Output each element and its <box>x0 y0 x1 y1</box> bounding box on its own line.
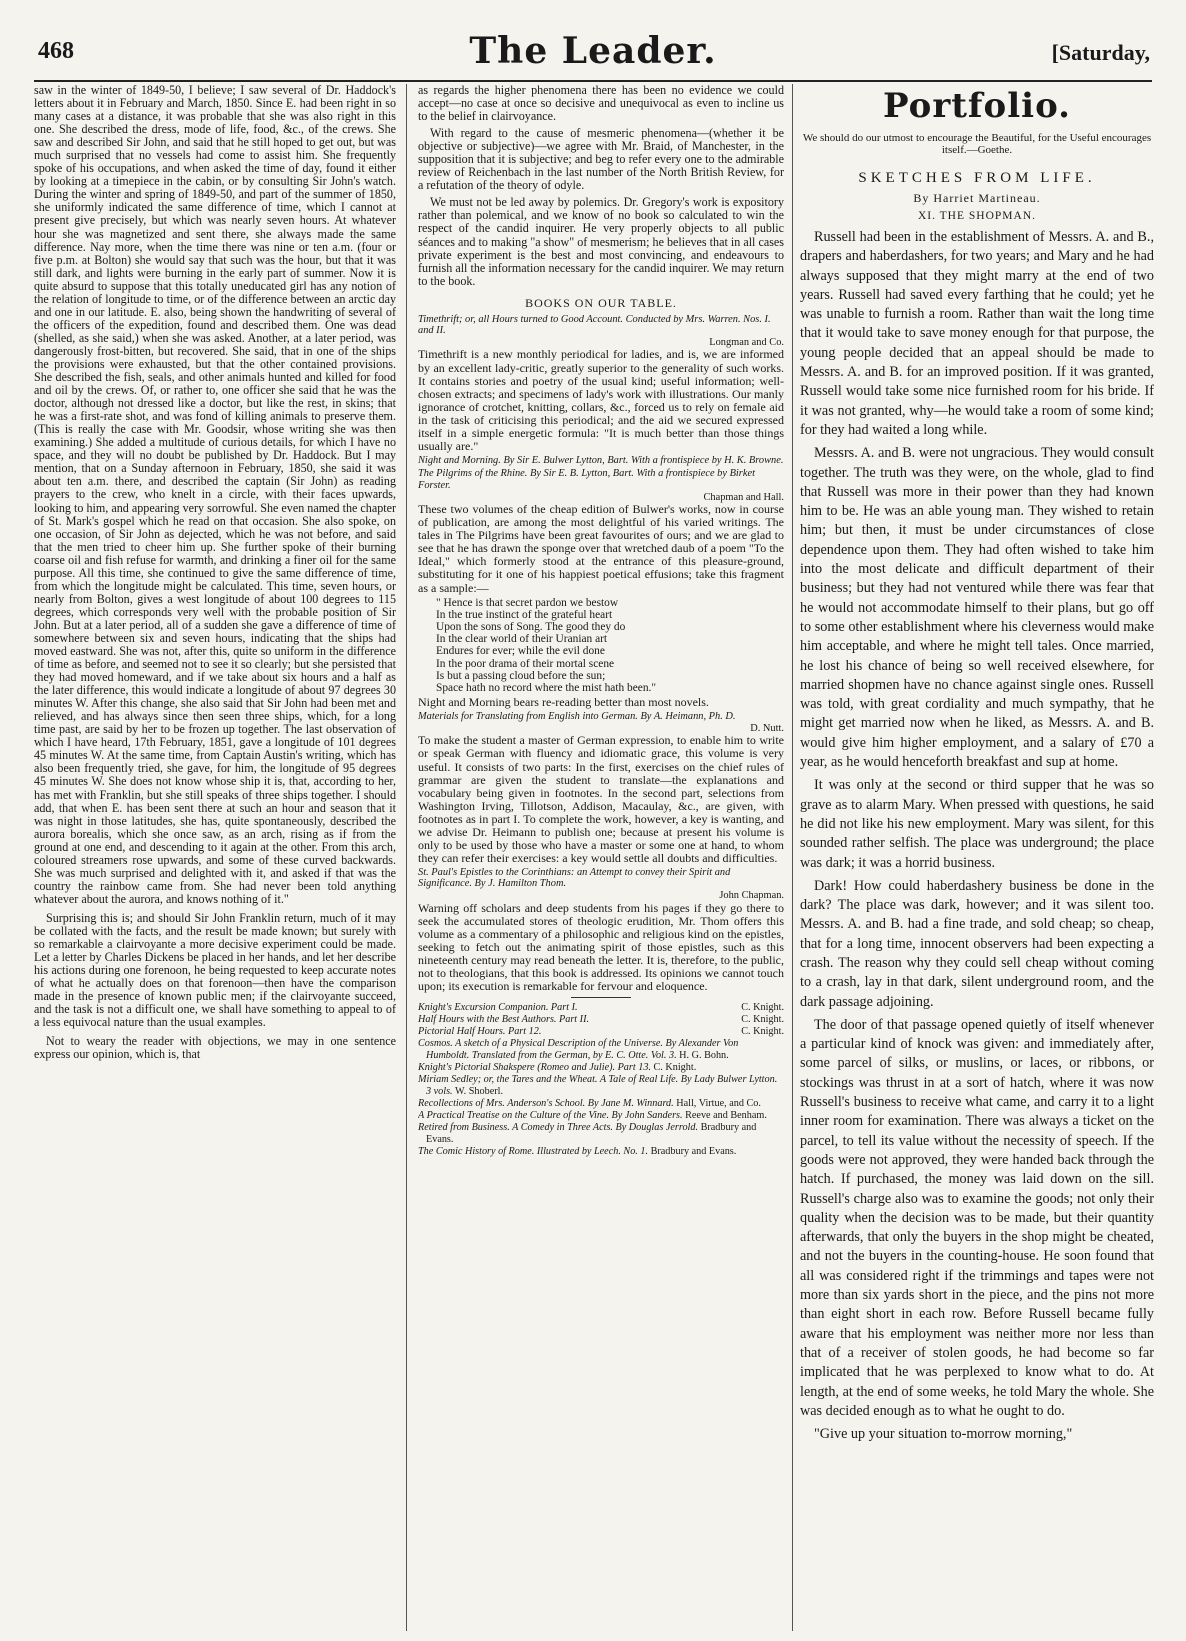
list-item: Knight's Excursion Companion. Part I. C. Knight. <box>418 1002 784 1013</box>
poem-line: Upon the sons of Song. The good they do <box>436 620 626 633</box>
poem-line: In the clear world of their Uranian art <box>436 633 608 646</box>
book-publisher: D. Nutt. <box>750 722 784 734</box>
poem-line: Endures for ever; while the evil done <box>436 645 605 658</box>
article-paragraph: saw in the winter of 1849-50, I believe; I saw several of Dr. Haddock's letters about it in February and March, 1850. Since E. had been right in so many cases at a distance, it was probable that she was also right in this one. She described the dress, mode of life, food, &c., of the crews. She saw and described Sir John, and said that he still hoped to get out, but was much surprised that no vessels had come to assist him. She frequently spoke of his occupations, and when asked the time of day, found it either by looking at a timepiece in the cabin, or by consulting Sir John's watch. During the winter and spring of 1849-50, and part of the summer of 1850, she uniformly indicated the same difference of time, which I cannot at present give precisely, but which was nearly seven hours. At whatever hour she was magnetized and sent there, she always made the same difference. Nay more, when the time there was nine or ten a.m. (four or five p.m. at Bolton) she would say that such was the hour, but that it was still dark, and lights were burning in the early part of summer. Now it is quite absurd to suppose that this totally uneducated girl has any notion of the relation of longitude to time, or of the difference between an arctic day and one in our latitude. E. also, being shown the handwriting of several of the officers of the expedition, found and described them. One was dead (shelled, as she said,) when she was asked. Another, at a later period, was dangerously frost-bitten, but recovered. She said, that in one of the ships the provisions were exhausted, but that the other contained provisions. She described the fish, seals, and other animals hunted and killed for food and oil by the crews. Of, or rather to, one officer she said that he was the doctor, although not dressed like a doctor, but like the rest, in skins; that he was a first-rate shot, and was fond of killing animals to preserve them. (This is really the case with Mr. Goodsir, whose writing she was then examining.) She added a multitude of curious details, for which I have no space, and they will no doubt be published by Dr. Haddock. But I may mention, that on a Sunday afternoon in February, 1850, she said it was about ten a.m. there, and described the captain (Sir John) as reading prayers to the crew, who knelt in a circle, with their faces upwards, looking to him, and appearing very sorrowful. She even named the chapter of St. Mark's gospel which he read on that occasion. She also spoke, on one occasion, of Sir John as dejected, which he was not before, and said that the men tried to cheer him up. She further spoke of their burning coarse oil and fish refuse for warmth, and drinking a finer oil for the same purpose. All this time, she continued to give the same difference of time, from which the longitude might be calculated. This time, seven hours, or nearly from Bolton, gives a west longitude of about 100 degrees to 115 degrees, which corresponds very well with the probable position of Sir John. But at a later period, all of a sudden she gave a difference of time of somewhere between six and seven hours, indicating that the ships had moved eastward. She was not, after this, quite so uniform in the difference of time as before, and seemed not to see it so clearly; but she persisted that they had moved homeward, and if we take about six hours and a half as the later difference, this would indicate a longitude of about 97 degrees 30 minutes W. After this change, she also said that Sir John had been met and relieved, and has always since then seen three ships, which, for a long time past, are said by her to be frozen up together. The last observation of which I have heard, 17th February, 1851, gave a longitude of 101 degrees 45 minutes W. At the same time, from Captain Austin's writing, which has also been frequently tried, she gave, for him, the longitude of 95 degrees 45 minutes W. She does not know whose ship it is, that, according to her, has met with Franklin, but she still speaks of three ships together. I should add, that when E. has been sent there at such an hour and season that it was night in those latitudes, she has, quite spontaneously, described the aurora borealis, which she once saw, as an arch, rising as if from the ground at one end, and descending to it again at the other. From this arch, coloured streamers rose upwards, and some of these curved backwards. She was much surprised and delighted with it, and asked if that was the country the rainbow came from. She had never been told anything whatever about the aurora, and knows nothing of it." <box>34 84 396 906</box>
story-paragraph: The door of that passage opened quietly of itself whenever a particular kind of knock was given: and immediately after, some parcel of silks, or muslins, or laces, or ribbons, or stockings was thrust in at a sort of hatch, where it was now Russell's business to receive what came, and carry it to a light inner room for examination. There was always a ticket on the parcel, to tell its value without the necessity of speech. If the goods were not approved, they were handed back through the hatch. If purchased, the money was laid down on the sill. Russell's charge also was to examine the goods; not only their quality when the decision was to be made, but their quantity afterwards, that only the buyers in the shop might be cheated, and not the buyers in the counting-house. He soon found that all was considered right if the trimmings and tapes were not more than six yards short in the piece, and the pins not more than eight short in each row. Before Russell became fully aware that his employment was neither more nor less than that of a receiver of stolen goods, he had become so far implicated that he was perplexed to know what to do. At length, at the end of some weeks, he told Mary the whole. She was decided enough as to what he ought to do. <box>800 1016 1154 1419</box>
column-divider <box>792 84 793 1631</box>
book-entry <box>418 455 784 503</box>
book-publisher: Longman and Co. <box>709 336 784 348</box>
poem-line: Is but a passing cloud before the sun; <box>436 669 606 682</box>
story-paragraph: It was only at the second or third supper that he was so grave as to alarm Mary. When pressed with questions, he said he did not like his new employment. Mary was silent, for this sounded rather selfish. The place was underground; the place was dark; it was a horrid business. <box>800 777 1154 871</box>
article-paragraph: Not to weary the reader with objections, we may in one sentence express our opinion, which is, that <box>34 1034 396 1062</box>
book-title: St. Paul's Epistles to the Corinthians: an Attempt to convey their Spirit and Significance. By J. Hamilton Thom. <box>418 866 731 890</box>
story-paragraph: Messrs. A. and B. were not ungracious. They would consult together. The truth was they were, on the whole, glad to find that Russell was more in their power than they had known him to be. He was an able young man. They wished to retain him; but then, it must be under circumstances of close dependence upon them. They had often wished to take him into the most delicate and difficult department of their business; but they had not ventured while there was fear that he would not accommodate himself to their plans, but go off to some other establishment where his cleverness would make him acceptable, and where he might tell tales. Once married, he lost his chance of being so well received elsewhere, for married shopmen have no chance against single ones. Russell was told, with great cordiality and much sympathy, that he might get married now when he liked, as Messrs. A. and B. would give him higher employment, and a salary of £70 a year, as he would henceforth breakfast and sup at home. <box>800 445 1154 771</box>
review-text: Night and Morning bears re-reading better than most novels. <box>418 695 709 710</box>
book-review <box>418 902 784 993</box>
story-body <box>800 228 1154 1444</box>
separator-rule <box>571 997 631 998</box>
section-motto: We should do our utmost to encourage the Beautiful, for the Useful encourages itself.—Goethe. <box>802 132 1152 156</box>
section-title: Portfolio. <box>882 86 1071 126</box>
column-3 <box>800 84 1154 1633</box>
page-number: 468 <box>38 38 74 64</box>
column-1 <box>34 84 396 1633</box>
poem-line: In the true instinct of the grateful heart <box>436 608 613 621</box>
book-review <box>418 503 784 709</box>
books-heading: BOOKS ON OUR TABLE. <box>525 295 677 310</box>
story-paragraph: Dark! How could haberdashery business be done in the dark? The place was dark, however; and it was silent too. Messrs. A. and B. had a fine trade, and sold cheap; so cheap, that for a long time, innocent observers had been expecting a crash. The reason why they could sell cheap without coming to a crash, lay in that dark, silent underground room, and the dark passage adjoining. <box>800 877 1154 1010</box>
poem-line: In the poor drama of their mortal scene <box>436 657 615 670</box>
review-text: Timethrift is a new monthly periodical for ladies, and is, we are informed by an excellent lady-critic, greatly superior to the generality of such works. It contains stories and poetry of the usual kind; useful information; well-chosen extracts; and specimens of lady's work with illustrations. Our manly ignorance of crotchet, knitting, collars, &c., forced us to rely on female aid in the task of criticising this periodical; and the aid we secured expressed itself in a simple energetic formula: "It is much better than those things usually are." <box>418 347 784 453</box>
list-item: The Comic History of Rome. Illustrated by Leech. No. 1. Bradbury and Evans. <box>418 1146 737 1157</box>
book-title: Timethrift; or, all Hours turned to Good Account. Conducted by Mrs. Warren. Nos. I. and II. <box>418 313 771 337</box>
review-text: These two volumes of the cheap edition of Bulwer's works, now in course of publication, are among the most delightful of his varied writings. The tales in The Pilgrims have been great favourites of ours; and we are glad to see that he has drawn the sponge over that wretched daub of a poem "To the Ideal," which formerly stood at the entrance of this pleasure-ground, substituting for it one of his happiest poetical effusions; take this fragment as a sample:— <box>418 502 784 595</box>
article-paragraph: Surprising this is; and should Sir John Franklin return, much of it may be collated with the facts, and the result be made known; but surely with so remarkable a clairvoyante a more decisive experiment could be made. Let a letter by Charles Dickens be placed in her hands, and let her describe his actions during one forenoon, he being requested to keep accurate notes of what he actually does on that forenoon—then have the comparison made in the presence of known public men; if the clairvoyante succeed, and the task is not a difficult one, we shall have something to appeal to of a less equivocal nature than the usual examples. <box>34 910 396 1030</box>
list-item: Retired from Business. A Comedy in Three Acts. By Douglas Jerrold. Bradbury and Evans. <box>418 1122 757 1145</box>
list-item: Cosmos. A sketch of a Physical Description of the Universe. By Alexander Von Humboldt. Translated from the German, by E. C. Otte. Vol. 3. H. G. Bohn. <box>418 1038 739 1061</box>
chapter-heading: XI. THE SHOPMAN. <box>917 210 1037 222</box>
day-heading: [Saturday, <box>1051 40 1150 65</box>
column-2 <box>418 84 784 1633</box>
list-item: Recollections of Mrs. Anderson's School. By Jane M. Winnard. Hall, Virtue, and Co. <box>418 1098 761 1109</box>
list-item: Miriam Sedley; or, the Tares and the Wheat. A Tale of Real Life. By Lady Bulwer Lytton. 3 vols. W. Shoberl. <box>418 1074 778 1097</box>
story-paragraph: "Give up your situation to-morrow morning," <box>814 1426 1073 1443</box>
book-publisher: John Chapman. <box>719 890 784 902</box>
review-text: To make the student a master of German expression, to enable him to write or speak German with fluency and idiomatic grace, this volume is very useful. It consists of two parts: In the first, exercises on the chief rules of grammar are given the student to translate—the explanations and vocabulary being given in footnotes. In the second part, selections from Washington Irving, Tillotson, Addison, Macaulay, &c., are given, with footnotes as in part I. To complete the work, however, a key is wanting, and we advise Dr. Heimann to publish one; because at present his volume is only to be used by those who have a master or some one at hand, to whom they can refer their exercises: a key would settle all doubts and difficulties. <box>418 733 784 865</box>
list-item: A Practical Treatise on the Culture of the Vine. By John Sanders. Reeve and Benham. <box>418 1110 767 1121</box>
story-paragraph: Russell had been in the establishment of Messrs. A. and B., drapers and haberdashers, for two years; and Mary and he had always supposed that they might marry at the end of two years. Russell had saved every farthing that he could; yet he was unable to furnish a room. Rather than wait the long time that it would take to save money enough for that purpose, the young people decided that an appeal should be made to Messrs. A. and B. for an improved position. If it was granted, Russell would take some nice furnished room for his bride. If it was not granted, why—he would take a room of some kind; for they had waited a long while. <box>800 229 1154 438</box>
author-byline: By Harriet Martineau. <box>913 191 1041 205</box>
books-received-list <box>418 1002 784 1158</box>
book-entry <box>418 867 784 902</box>
book-review <box>418 348 784 452</box>
page-header <box>34 30 1152 82</box>
article-continuation <box>418 84 784 288</box>
review-text: Warning off scholars and deep students from his pages if they go there to seek the accumulated stores of theologic erudition, Mr. Thom offers this volume as a commentary of a philosophic and religious kind on the epistles, seeking to fetch out the animating spirit of those epistles, such as this nineteenth century may read beneath the letter. It is, therefore, to the public, not to theologians, that this book is addressed. Its opinions we cannot touch upon; its execution is remarkable for fervour and eloquence. <box>418 900 784 993</box>
article-paragraph: With regard to the cause of mesmeric phenomena—(whether it be objective or subjective)—we agree with Mr. Braid, of Manchester, in the supposition that it is subjective; and beg to refer every one to the admirable review of Reichenbach in the last number of the North British Review, for a refutation of the theory of odyle. <box>418 126 784 193</box>
book-title: The Pilgrims of the Rhine. By Sir E. B. Lytton, Bart. With a frontispiece by Birket Forster. <box>418 468 755 492</box>
book-review <box>418 734 784 864</box>
masthead: The Leader. <box>469 30 717 72</box>
list-item: Pictorial Half Hours. Part 12. C. Knight. <box>418 1026 784 1037</box>
poem-line: " Hence is that secret pardon we bestow <box>436 596 619 609</box>
list-item: Half Hours with the Best Authors. Part II. C. Knight. <box>418 1014 784 1025</box>
book-entry <box>418 711 784 734</box>
poem-excerpt <box>436 597 784 695</box>
book-publisher: Chapman and Hall. <box>703 491 784 503</box>
book-title: Materials for Translating from English into German. By A. Heimann, Ph. D. <box>418 711 736 723</box>
book-title: Night and Morning. By Sir E. Bulwer Lytton, Bart. With a frontispiece by H. K. Browne. <box>418 454 784 466</box>
list-item: Knight's Pictorial Shakspere (Romeo and Julie). Part 13. C. Knight. <box>418 1062 697 1073</box>
column-divider <box>406 84 407 1631</box>
article-paragraph: as regards the higher phenomena there has been no evidence we could accept—no case at once so decisive and unequivocal as even to incline us to the belief in clairvoyance. <box>418 84 784 124</box>
book-entry <box>418 314 784 349</box>
poem-line: Space hath no record where the mist hath been." <box>436 681 657 694</box>
article-paragraph: We must not be led away by polemics. Dr. Gregory's work is expository rather than polemical, and we know of no book so calculated to win the respect of the candid inquirer. He very properly objects to all public séances and to making "a show" of mesmerism; he believes that in all cases private experiment is the best and most convincing, and endeavours to furnish all the information necessary for the candid inquirer. We may return to the book. <box>418 195 784 288</box>
series-title: SKETCHES FROM LIFE. <box>858 170 1096 186</box>
